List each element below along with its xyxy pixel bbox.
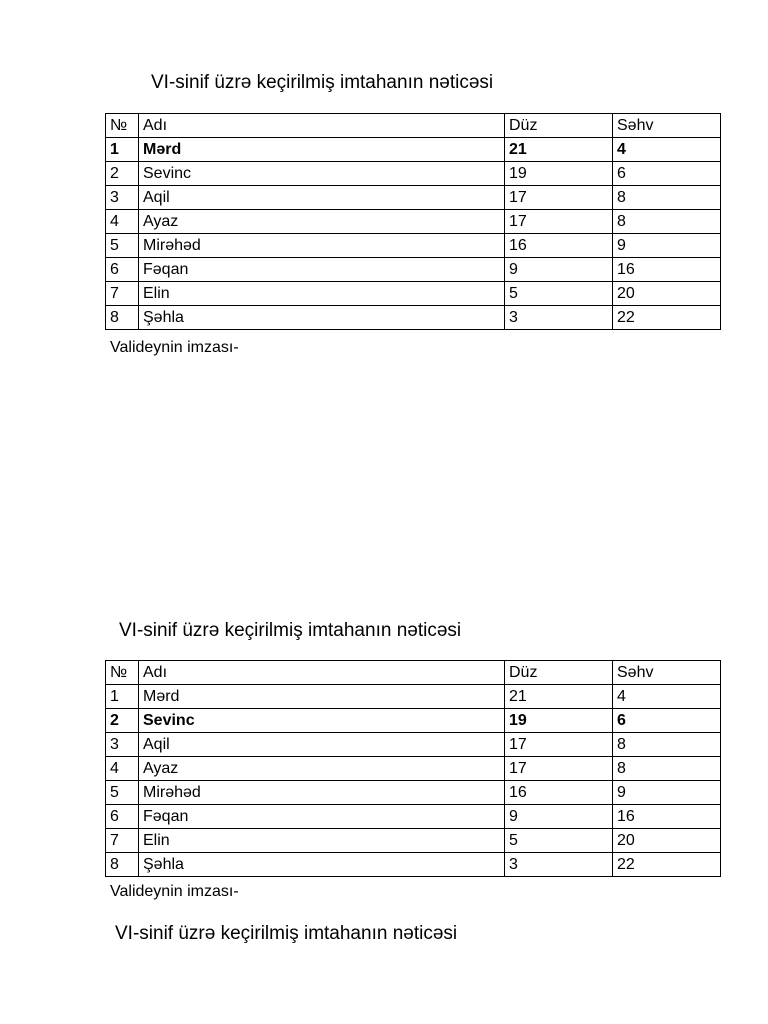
table-row: [106, 733, 721, 757]
cell-name: Sevinc: [139, 162, 505, 186]
cell-correct: 17: [505, 757, 613, 781]
table-row: [106, 685, 721, 709]
cell-wrong: 22: [613, 853, 721, 877]
cell-wrong: 8: [613, 186, 721, 210]
cell-wrong: 16: [613, 258, 721, 282]
cell-number: 7: [106, 282, 139, 306]
cell-name: Mirəhəd: [139, 234, 505, 258]
cell-number: 5: [106, 781, 139, 805]
header-correct: Düz: [505, 661, 613, 685]
cell-wrong: 16: [613, 805, 721, 829]
cell-wrong: 9: [613, 234, 721, 258]
table-row: [106, 282, 721, 306]
cell-wrong: 8: [613, 757, 721, 781]
cell-correct: 5: [505, 829, 613, 853]
header-correct: Düz: [505, 114, 613, 138]
cell-number: 7: [106, 829, 139, 853]
table-header-row: [106, 661, 721, 685]
cell-number: 4: [106, 210, 139, 234]
cell-correct: 19: [505, 162, 613, 186]
table-row: [106, 853, 721, 877]
cell-correct: 17: [505, 733, 613, 757]
header-number: №: [106, 114, 139, 138]
section-2-title: VI-sinif üzrə keçirilmiş imtahanın nəticəsi: [119, 620, 462, 641]
cell-correct: 3: [505, 306, 613, 330]
cell-number: 3: [106, 733, 139, 757]
cell-wrong: 9: [613, 781, 721, 805]
table-row: [106, 805, 721, 829]
cell-correct: 16: [505, 234, 613, 258]
cell-name: Ayaz: [139, 210, 505, 234]
section-3-title: VI-sinif üzrə keçirilmiş imtahanın nəticəsi: [115, 923, 458, 944]
table-row: [106, 709, 721, 733]
cell-name: Ayaz: [139, 757, 505, 781]
cell-number: 1: [106, 138, 139, 162]
section-1-results-table: [105, 113, 721, 330]
cell-number: 6: [106, 258, 139, 282]
cell-correct: 19: [505, 709, 613, 733]
section-2-parent-signature-label: Valideynin imzası-: [110, 883, 239, 900]
cell-name: Mərd: [139, 138, 505, 162]
cell-name: Şəhla: [139, 853, 505, 877]
cell-number: 2: [106, 709, 139, 733]
section-1-parent-signature-label: Valideynin imzası-: [110, 339, 239, 356]
table-row: [106, 757, 721, 781]
cell-wrong: 8: [613, 210, 721, 234]
cell-name: Aqil: [139, 733, 505, 757]
cell-correct: 9: [505, 805, 613, 829]
cell-wrong: 20: [613, 829, 721, 853]
cell-correct: 21: [505, 685, 613, 709]
cell-wrong: 22: [613, 306, 721, 330]
table-row: [106, 258, 721, 282]
header-wrong: Səhv: [613, 114, 721, 138]
cell-wrong: 6: [613, 162, 721, 186]
cell-number: 1: [106, 685, 139, 709]
table-row: [106, 162, 721, 186]
cell-number: 3: [106, 186, 139, 210]
cell-correct: 16: [505, 781, 613, 805]
cell-name: Şəhla: [139, 306, 505, 330]
cell-name: Aqil: [139, 186, 505, 210]
cell-wrong: 4: [613, 138, 721, 162]
header-number: №: [106, 661, 139, 685]
cell-number: 6: [106, 805, 139, 829]
cell-correct: 3: [505, 853, 613, 877]
cell-name: Mərd: [139, 685, 505, 709]
cell-wrong: 20: [613, 282, 721, 306]
cell-correct: 5: [505, 282, 613, 306]
cell-name: Elin: [139, 829, 505, 853]
cell-wrong: 8: [613, 733, 721, 757]
table-row: [106, 234, 721, 258]
cell-number: 4: [106, 757, 139, 781]
cell-name: Fəqan: [139, 805, 505, 829]
cell-wrong: 4: [613, 685, 721, 709]
table-header-row: [106, 114, 721, 138]
cell-number: 8: [106, 306, 139, 330]
table-row: [106, 138, 721, 162]
cell-wrong: 6: [613, 709, 721, 733]
section-2-results-table: [105, 660, 721, 877]
header-name: Adı: [139, 114, 505, 138]
cell-name: Elin: [139, 282, 505, 306]
table-row: [106, 829, 721, 853]
header-wrong: Səhv: [613, 661, 721, 685]
cell-name: Sevinc: [139, 709, 505, 733]
cell-correct: 21: [505, 138, 613, 162]
cell-correct: 9: [505, 258, 613, 282]
cell-number: 8: [106, 853, 139, 877]
cell-number: 5: [106, 234, 139, 258]
cell-name: Fəqan: [139, 258, 505, 282]
header-name: Adı: [139, 661, 505, 685]
table-row: [106, 186, 721, 210]
table-row: [106, 210, 721, 234]
section-1-title: VI-sinif üzrə keçirilmiş imtahanın nəticəsi: [151, 72, 494, 93]
table-row: [106, 306, 721, 330]
cell-correct: 17: [505, 186, 613, 210]
cell-name: Mirəhəd: [139, 781, 505, 805]
cell-correct: 17: [505, 210, 613, 234]
table-row: [106, 781, 721, 805]
cell-number: 2: [106, 162, 139, 186]
